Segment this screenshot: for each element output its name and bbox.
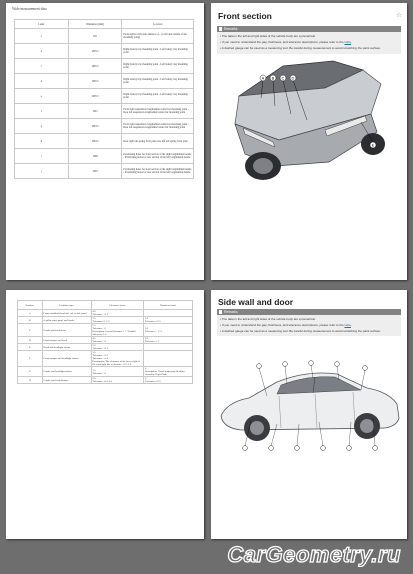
table-cell: 955 bbox=[68, 29, 122, 44]
bookmark-icon[interactable]: ☆ bbox=[396, 12, 402, 19]
table-cell: 4.5 Tolerance: ±1 bbox=[91, 337, 144, 344]
table-cell: 0.5 Tolerance: ±0.5 bbox=[144, 317, 193, 324]
table-cell: Front bumper and headlight cluster bbox=[42, 351, 91, 367]
table-cell: e bbox=[15, 89, 69, 104]
table-row bbox=[15, 59, 194, 74]
table-header-row bbox=[18, 301, 193, 310]
table-cell: 1083.5 bbox=[68, 119, 122, 134]
remark-item: • The data in the left and right sides of the vehicle body are symmetrical. bbox=[220, 34, 316, 38]
table-row bbox=[15, 74, 194, 89]
table-header-row bbox=[15, 20, 194, 29]
table-cell: G bbox=[18, 367, 43, 377]
table-cell: 1095 bbox=[68, 164, 122, 179]
table-cell: 1095.5 bbox=[68, 74, 122, 89]
table-cell: 0.5 Tolerance: +1~-3 bbox=[144, 324, 193, 337]
table-row bbox=[18, 317, 193, 324]
table-cell: Fender and front hood bbox=[42, 324, 91, 337]
column-header: Location name bbox=[42, 301, 91, 310]
table-cell: C bbox=[18, 324, 43, 337]
table-cell: Front right-to-left-side distance of... (n left and outside of the mounting point) bbox=[122, 29, 194, 44]
table-cell: 1095.5 bbox=[68, 89, 122, 104]
section-title: Side wall and door bbox=[218, 297, 294, 307]
table-cell: Front right suspension longitudinal center bar mounting point - Rear left suspension longitudinal center bar mounting point bbox=[122, 119, 194, 134]
table-cell: A bbox=[18, 310, 43, 317]
table-cell: Front windshield and side rail or side panel bbox=[42, 310, 91, 317]
table-cell: E bbox=[18, 344, 43, 351]
callout-label: B bbox=[271, 75, 275, 81]
document-page-3 bbox=[6, 290, 204, 539]
table-cell bbox=[144, 310, 193, 317]
column-header: Letter bbox=[15, 20, 69, 29]
table-cell: Right battery tray mounting point - Left battery tray mounting point bbox=[122, 59, 194, 74]
remarks-link[interactable]: table bbox=[344, 323, 351, 327]
document-page-4 bbox=[211, 290, 407, 539]
table-cell: Right battery tray mounting point - Left battery tray mounting point bbox=[122, 74, 194, 89]
callout-label: C bbox=[281, 75, 285, 81]
table-caption: Wide measurement data bbox=[12, 7, 47, 11]
table-cell: Positioning holes for front section of the right longitudinal beams - Positioning holes for rear section of the left longitudinal beams bbox=[122, 164, 194, 179]
table-cell bbox=[144, 344, 193, 351]
document-page-2 bbox=[211, 3, 407, 280]
column-header: Position bbox=[18, 301, 43, 310]
table-cell: g bbox=[15, 119, 69, 134]
note-icon bbox=[219, 27, 223, 31]
table-cell: 1088 bbox=[68, 149, 122, 164]
table-cell: Fender and front bumper bbox=[42, 377, 91, 384]
table-cell: h bbox=[15, 134, 69, 149]
document-page-1 bbox=[6, 3, 204, 280]
table-cell: A-pillar outer panel and fender bbox=[42, 317, 91, 324]
table-cell: Hood and headlight cluster bbox=[42, 344, 91, 351]
table-cell: Fender and headlight cluster bbox=[42, 367, 91, 377]
table-cell: d bbox=[15, 74, 69, 89]
callout-label: D bbox=[291, 75, 295, 81]
table-cell: b bbox=[15, 44, 69, 59]
table-cell: c bbox=[15, 59, 69, 74]
table-cell: 1.5 Tolerance: ±1 bbox=[91, 367, 144, 377]
table-cell: 3.5 Tolerance: ±1.5 bbox=[91, 344, 144, 351]
table-cell: B bbox=[18, 317, 43, 324]
section-title: Front section bbox=[218, 11, 272, 21]
remarks-box bbox=[217, 315, 401, 336]
table-cell: i bbox=[15, 149, 69, 164]
table-row bbox=[15, 104, 194, 119]
table-cell: j bbox=[15, 164, 69, 179]
gap-flush-table bbox=[17, 300, 193, 384]
table-cell: 0 Tolerance: ±0.5 bbox=[144, 377, 193, 384]
table-cell: 1.5 Tolerance: 0~1.0 bbox=[91, 317, 144, 324]
table-cell: 2.5 Tolerance: ±1 Description: Lateral tolerance < 1 / Parallel difference 1.0 bbox=[91, 324, 144, 337]
remark-item: • A dashed gauge can be used as a measuring tool. Be careful during measurement to avoid scratching the paint surface. bbox=[220, 329, 381, 333]
measurement-table bbox=[14, 19, 194, 179]
cargeometry-logo bbox=[196, 541, 406, 567]
table-row bbox=[18, 337, 193, 344]
table-cell: 0.5 Tolerance: ±1 bbox=[144, 337, 193, 344]
table-cell: Right battery tray mounting point - Left battery tray mounting point bbox=[122, 44, 194, 59]
table-row bbox=[18, 324, 193, 337]
table-cell: 4.0 Tolerance: ±1.5 bbox=[91, 310, 144, 317]
table-cell: 1091 bbox=[68, 104, 122, 119]
table-cell bbox=[144, 351, 193, 367]
table-cell: F bbox=[18, 351, 43, 367]
table-row bbox=[18, 351, 193, 367]
table-cell: a bbox=[15, 29, 69, 44]
column-header: Flushness (mm) bbox=[144, 301, 193, 310]
table-row bbox=[15, 44, 194, 59]
table-body bbox=[18, 310, 193, 384]
table-row bbox=[15, 164, 194, 179]
table-row bbox=[15, 119, 194, 134]
table-cell: 0 Description: Visual inspection Headline elevation. High-Flush bbox=[144, 367, 193, 377]
table-cell: f bbox=[15, 104, 69, 119]
column-header: Clearance (mm) bbox=[91, 301, 144, 310]
remark-item: • If you need to understand the gap, flushness, and tolerance descriptions, please refer to the table. bbox=[220, 40, 352, 44]
table-cell: Positioning holes for front section of the right longitudinal beams - Positioning holes for rear section of the left longitudinal beams bbox=[122, 149, 194, 164]
table-cell: 1095.5 bbox=[68, 44, 122, 59]
logo-text: CarGeometry.ru bbox=[227, 542, 401, 567]
table-cell: Right battery tray mounting point - Left battery tray mounting point bbox=[122, 89, 194, 104]
table-row bbox=[18, 367, 193, 377]
table-row bbox=[15, 89, 194, 104]
table-cell: Front right suspension longitudinal center bar mounting point - Rear left suspension longitudinal center bar mounting point bbox=[122, 104, 194, 119]
callout-label: A bbox=[261, 75, 265, 81]
side-wall-car-figure bbox=[215, 358, 403, 454]
remark-item: • The data in the left and right sides of the vehicle body are symmetrical. bbox=[220, 317, 316, 321]
table-cell: D bbox=[18, 337, 43, 344]
remark-item: • A dashed gauge can be used as a measuring tool. Be careful during measurement to avoid scratching the paint surface. bbox=[220, 46, 381, 50]
table-cell: H bbox=[18, 377, 43, 384]
table-cell: Front bumper and hood bbox=[42, 337, 91, 344]
table-row bbox=[18, 377, 193, 384]
table-row bbox=[18, 344, 193, 351]
table-cell: 0.5 Tolerance: -0.5~0.5 bbox=[91, 377, 144, 384]
table-row bbox=[15, 134, 194, 149]
table-cell: 1.5 Tolerance: ±1.5 Tolerance: ±1.0 Description: The clearance at the lower right of the front light has a tolerance 1.0 ± 1.0 bbox=[91, 351, 144, 367]
remarks-link[interactable]: table bbox=[344, 40, 351, 44]
table-body bbox=[15, 29, 194, 179]
front-section-car-figure bbox=[221, 58, 399, 183]
remarks-heading: Remarks bbox=[224, 309, 238, 314]
remarks-heading: Remarks bbox=[224, 26, 238, 31]
callout-label: E bbox=[371, 142, 375, 148]
column-header: Dimension (mm) bbox=[68, 20, 122, 29]
table-cell: 1083.5 bbox=[68, 134, 122, 149]
table-cell: Rear right rail spring front plate rear left rail spring front plate bbox=[122, 134, 194, 149]
table-row bbox=[18, 310, 193, 317]
table-cell: 1095.5 bbox=[68, 59, 122, 74]
column-header: Location bbox=[122, 20, 194, 29]
remark-item: • If you need to understand the gap, flushness, and tolerance descriptions, please refer to the table. bbox=[220, 323, 352, 327]
remarks-box bbox=[217, 32, 401, 54]
table-row bbox=[15, 149, 194, 164]
table-row bbox=[15, 29, 194, 44]
note-icon bbox=[219, 310, 223, 314]
